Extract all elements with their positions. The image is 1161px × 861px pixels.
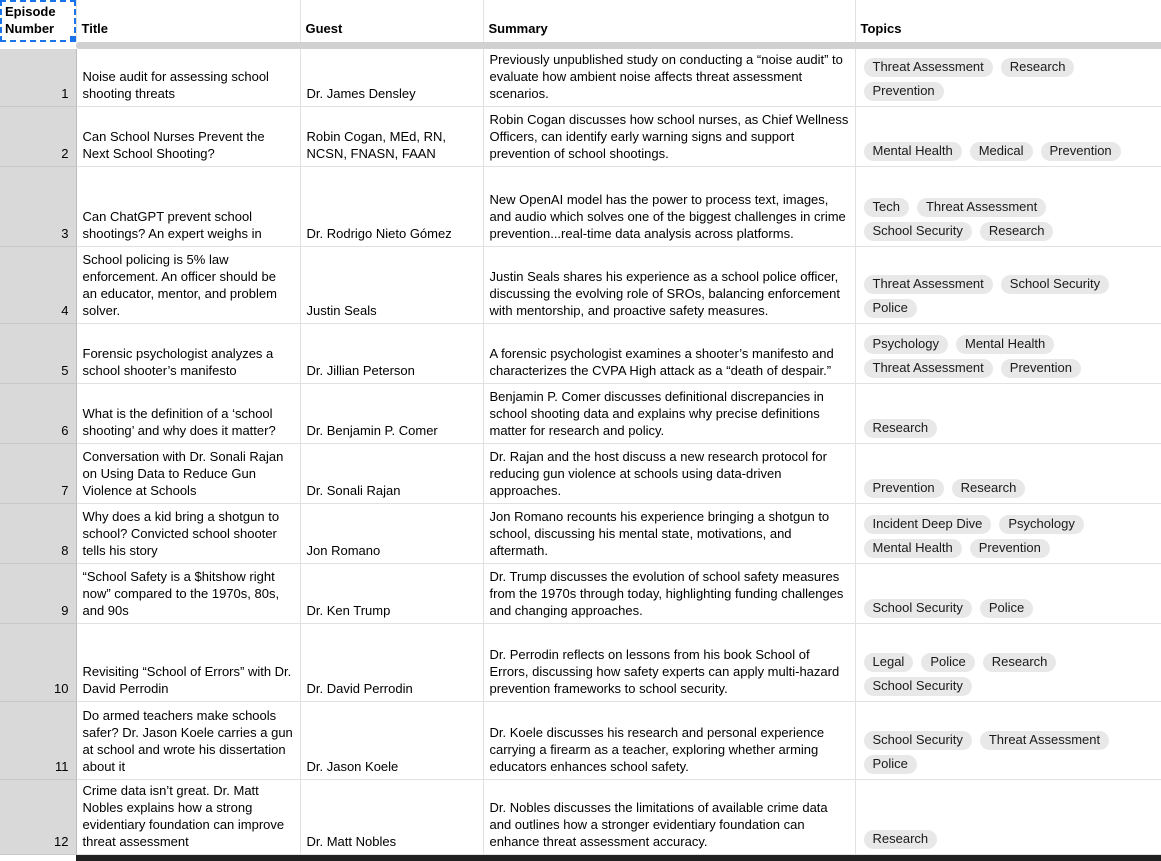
summary-cell[interactable]: New OpenAI model has the power to process text, images, and audio which solves one of the biggest challenges in crime prevention...real-time data analysis across platforms. [483, 167, 855, 247]
topic-pill[interactable]: Mental Health [956, 335, 1054, 354]
summary-cell[interactable]: Benjamin P. Comer discusses definitional discrepancies in school shooting data and explains why precise definitions matter for research and policy. [483, 384, 855, 444]
table-row [0, 564, 1161, 624]
table-header [0, 0, 1161, 49]
table-row [0, 49, 1161, 107]
summary-cell[interactable]: Robin Cogan discusses how school nurses, as Chief Wellness Officers, can identify early warning signs and support prevention of school shootings. [483, 107, 855, 167]
topic-pill[interactable]: Threat Assessment [864, 275, 993, 294]
header-title[interactable]: Title [76, 0, 300, 42]
topic-pill[interactable]: Prevention [864, 82, 944, 101]
topic-pill[interactable]: School Security [864, 731, 972, 750]
topics-cell-wrap [864, 598, 1153, 619]
topics-cell-wrap [864, 829, 1153, 850]
topics-cell[interactable] [855, 504, 1161, 564]
topics-cell-wrap [864, 478, 1153, 499]
summary-cell[interactable]: Dr. Nobles discusses the limitations of available crime data and outlines how a stronger evidentiary foundation can enhance threat assessment accuracy. [483, 780, 855, 855]
guest-cell[interactable]: Jon Romano [300, 504, 483, 564]
selection-fill-handle[interactable] [70, 36, 76, 42]
episode-cell[interactable]: 3 [0, 167, 76, 247]
guest-cell[interactable]: Dr. Rodrigo Nieto Gómez [300, 167, 483, 247]
table-row [0, 444, 1161, 504]
topic-pill[interactable]: Police [864, 299, 917, 318]
topic-pill[interactable]: Incident Deep Dive [864, 515, 992, 534]
title-cell[interactable]: School policing is 5% law enforcement. An officer should be an educator, mentor, and problem solver. [76, 247, 300, 324]
topic-pill[interactable]: Psychology [999, 515, 1083, 534]
guest-cell[interactable]: Justin Seals [300, 247, 483, 324]
topic-pill[interactable]: Prevention [1001, 359, 1081, 378]
topic-pill[interactable]: Police [980, 599, 1033, 618]
summary-cell[interactable]: Justin Seals shares his experience as a school police officer, discussing the evolving role of SROs, balancing enforcement with mentorship, and proactive safety measures. [483, 247, 855, 324]
guest-cell[interactable]: Dr. Sonali Rajan [300, 444, 483, 504]
table-row [0, 504, 1161, 564]
guest-cell[interactable]: Dr. Ken Trump [300, 564, 483, 624]
topic-pill[interactable]: Research [980, 222, 1054, 241]
summary-cell[interactable]: Jon Romano recounts his experience bringing a shotgun to school, discussing his mental state, motivations, and aftermath. [483, 504, 855, 564]
topic-pill[interactable]: Threat Assessment [864, 58, 993, 77]
table-body [0, 49, 1161, 855]
guest-cell[interactable]: Dr. Jason Koele [300, 702, 483, 780]
table-row [0, 167, 1161, 247]
episode-cell[interactable]: 10 [0, 624, 76, 702]
title-cell[interactable]: Can School Nurses Prevent the Next School Shooting? [76, 107, 300, 167]
topics-cell-wrap [864, 141, 1153, 162]
topics-cell-wrap [864, 418, 1153, 439]
topic-pill[interactable]: Research [864, 830, 938, 849]
topic-pill[interactable]: Research [1001, 58, 1075, 77]
table-row [0, 624, 1161, 702]
topic-pill[interactable]: School Security [864, 222, 972, 241]
topic-pill[interactable]: Police [864, 755, 917, 774]
topics-cell-wrap [864, 514, 1153, 559]
summary-cell[interactable]: Dr. Koele discusses his research and personal experience carrying a firearm as a teacher, exploring whether arming educators enhances school safety. [483, 702, 855, 780]
topic-pill[interactable]: School Security [864, 677, 972, 696]
header-topics[interactable]: Topics [855, 0, 1161, 42]
title-cell[interactable]: What is the definition of a ‘school shooting’ and why does it matter? [76, 384, 300, 444]
topics-cell[interactable] [855, 107, 1161, 167]
topics-cell-wrap [864, 334, 1153, 379]
topics-cell[interactable] [855, 247, 1161, 324]
frozen-row-divider [0, 42, 1161, 49]
divider-spacer [0, 42, 76, 49]
topics-cell[interactable] [855, 444, 1161, 504]
episode-cell[interactable]: 5 [0, 324, 76, 384]
table-row [0, 324, 1161, 384]
title-cell[interactable]: Revisiting “School of Errors” with Dr. David Perrodin [76, 624, 300, 702]
topic-pill[interactable]: Research [952, 479, 1026, 498]
header-summary[interactable]: Summary [483, 0, 855, 42]
episode-cell[interactable]: 7 [0, 444, 76, 504]
topic-pill[interactable]: Research [864, 419, 938, 438]
topics-cell[interactable] [855, 780, 1161, 855]
divider-bar [76, 42, 1161, 49]
header-episode-number-label: Episode Number [5, 4, 56, 36]
topic-pill[interactable]: School Security [1001, 275, 1109, 294]
title-cell[interactable]: Conversation with Dr. Sonali Rajan on Using Data to Reduce Gun Violence at Schools [76, 444, 300, 504]
topics-cell[interactable] [855, 384, 1161, 444]
topic-pill[interactable]: Threat Assessment [864, 359, 993, 378]
header-row [0, 0, 1161, 42]
horizontal-scrollbar[interactable] [76, 855, 1161, 861]
episode-cell[interactable]: 11 [0, 702, 76, 780]
title-cell[interactable]: Noise audit for assessing school shooting threats [76, 49, 300, 107]
table-row [0, 384, 1161, 444]
topic-pill[interactable]: Legal [864, 653, 914, 672]
summary-cell[interactable]: Previously unpublished study on conducting a “noise audit” to evaluate how ambient noise affects threat assessment scenarios. [483, 49, 855, 107]
summary-cell[interactable]: Dr. Perrodin reflects on lessons from his book School of Errors, discussing how safety experts can apply multi-hazard prevention frameworks to school security. [483, 624, 855, 702]
episode-cell[interactable]: 12 [0, 780, 76, 855]
episode-cell[interactable]: 8 [0, 504, 76, 564]
title-cell[interactable]: “School Safety is a $hitshow right now” compared to the 1970s, 80s, and 90s [76, 564, 300, 624]
topics-cell-wrap [864, 197, 1153, 242]
title-cell[interactable]: Can ChatGPT prevent school shootings? An expert weighs in [76, 167, 300, 247]
topic-pill[interactable]: Threat Assessment [980, 731, 1109, 750]
topic-pill[interactable]: Prevention [970, 539, 1050, 558]
topic-pill[interactable]: Mental Health [864, 142, 962, 161]
topics-cell[interactable] [855, 49, 1161, 107]
table-row [0, 107, 1161, 167]
title-cell[interactable]: Do armed teachers make schools safer? Dr. Jason Koele carries a gun at school and wrote his dissertation about it [76, 702, 300, 780]
topic-pill[interactable]: Mental Health [864, 539, 962, 558]
topics-cell-wrap [864, 730, 1153, 775]
topics-cell-wrap [864, 652, 1153, 697]
topic-pill[interactable]: Prevention [1041, 142, 1121, 161]
topics-cell[interactable] [855, 624, 1161, 702]
summary-cell[interactable]: A forensic psychologist examines a shooter’s manifesto and characterizes the CVPA High attack as a “death of despair.” [483, 324, 855, 384]
guest-cell[interactable]: Dr. James Densley [300, 49, 483, 107]
guest-cell[interactable]: Dr. Jillian Peterson [300, 324, 483, 384]
episode-cell[interactable]: 2 [0, 107, 76, 167]
topic-pill[interactable]: School Security [864, 599, 972, 618]
episode-cell[interactable]: 4 [0, 247, 76, 324]
header-episode-number[interactable] [0, 0, 76, 42]
topics-cell[interactable] [855, 324, 1161, 384]
topic-pill[interactable]: Threat Assessment [917, 198, 1046, 217]
guest-cell[interactable]: Dr. Matt Nobles [300, 780, 483, 855]
episode-cell[interactable]: 9 [0, 564, 76, 624]
topics-cell[interactable] [855, 564, 1161, 624]
topics-cell-wrap [864, 57, 1153, 102]
header-guest[interactable]: Guest [300, 0, 483, 42]
topics-cell[interactable] [855, 167, 1161, 247]
table-row [0, 780, 1161, 855]
title-cell[interactable]: Crime data isn’t great. Dr. Matt Nobles explains how a strong evidentiary foundation can improve threat assessment [76, 780, 300, 855]
guest-cell[interactable]: Robin Cogan, MEd, RN, NCSN, FNASN, FAAN [300, 107, 483, 167]
topic-pill[interactable]: Research [983, 653, 1057, 672]
topic-pill[interactable]: Police [921, 653, 974, 672]
topic-pill[interactable]: Tech [864, 198, 909, 217]
table-row [0, 702, 1161, 780]
topic-pill[interactable]: Prevention [864, 479, 944, 498]
guest-cell[interactable]: Dr. David Perrodin [300, 624, 483, 702]
episode-cell[interactable]: 1 [0, 49, 76, 107]
guest-cell[interactable]: Dr. Benjamin P. Comer [300, 384, 483, 444]
topics-cell-wrap [864, 274, 1153, 319]
table-row [0, 247, 1161, 324]
topic-pill[interactable]: Psychology [864, 335, 948, 354]
summary-cell[interactable]: Dr. Trump discusses the evolution of school safety measures from the 1970s through today, highlighting funding challenges and changing approaches. [483, 564, 855, 624]
title-cell[interactable]: Forensic psychologist analyzes a school shooter’s manifesto [76, 324, 300, 384]
title-cell[interactable]: Why does a kid bring a shotgun to school? Convicted school shooter tells his story [76, 504, 300, 564]
topic-pill[interactable]: Medical [970, 142, 1033, 161]
episode-cell[interactable]: 6 [0, 384, 76, 444]
topics-cell[interactable] [855, 702, 1161, 780]
summary-cell[interactable]: Dr. Rajan and the host discuss a new research protocol for reducing gun violence at schools using data-driven approaches. [483, 444, 855, 504]
